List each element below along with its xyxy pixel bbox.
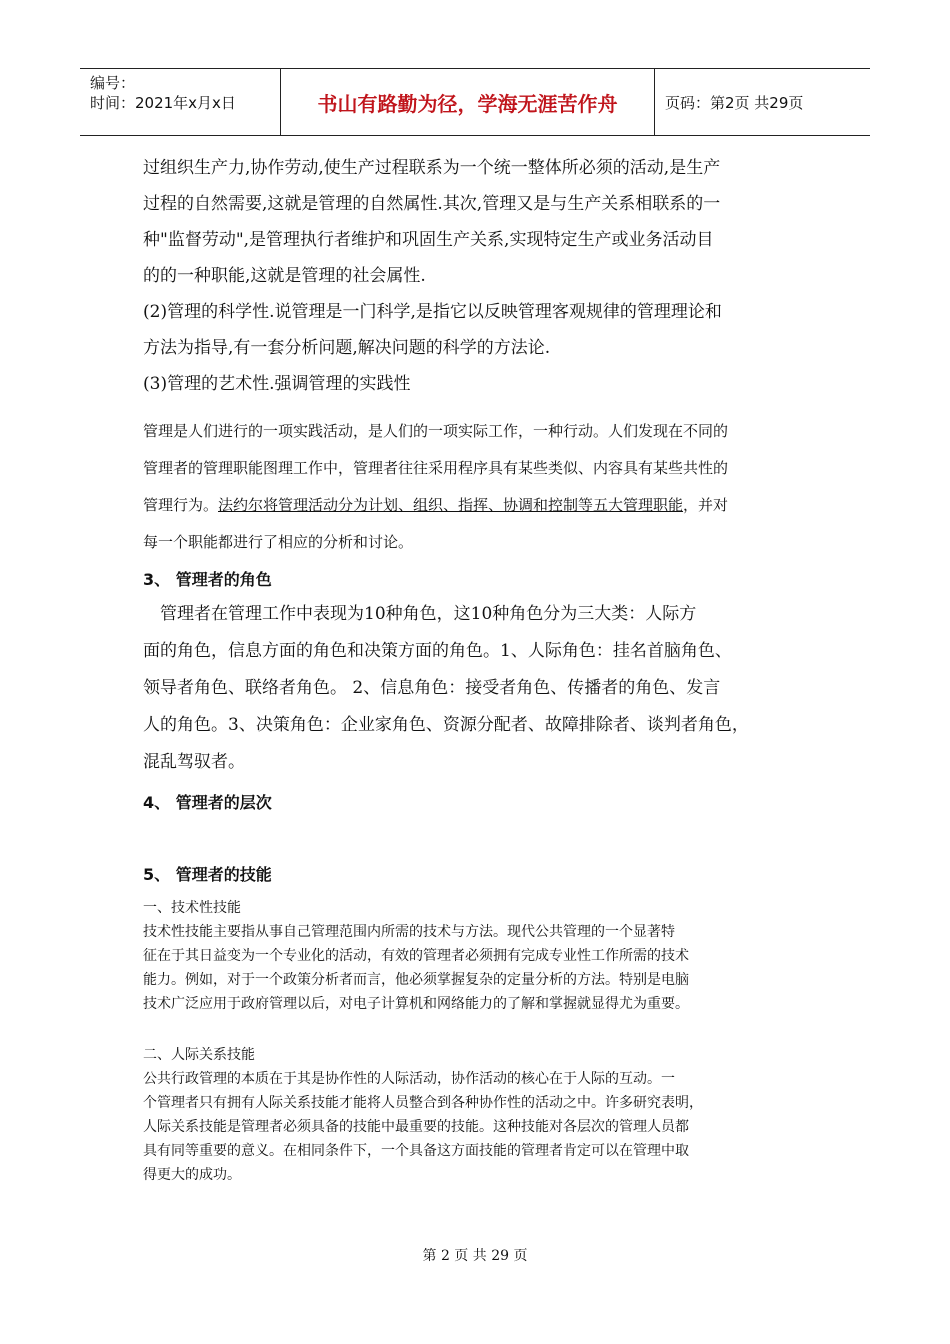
paragraph-line: 管理者的管理职能图理工作中，管理者往往采用程序具有某些类似、内容具有某些共性的: [143, 459, 729, 477]
header-page-info: 页码：第2页 共29页: [665, 93, 804, 112]
paragraph-line: 技术性技能主要指从事自己管理范围内所需的技术与方法。现代公共管理的一个显著特: [143, 924, 675, 940]
underlined-text: 法约尔将管理活动分为计划、组织、指挥、协调和控制等五大管理职能: [218, 496, 684, 514]
paragraph-line: 人的角色。3、决策角色：企业家角色、资源分配者、故障排除者、谈判者角色，: [143, 715, 749, 735]
paragraph-line: 技术广泛应用于政府管理以后，对电子计算机和网络能力的了解和掌握就显得尤为重要。: [143, 996, 689, 1012]
section-4-heading: 4、 管理者的层次: [143, 793, 272, 812]
document-number-label: 编号：: [90, 74, 136, 92]
text-span: ，并对: [683, 496, 729, 514]
paragraph-line: 领导者角色、联络者角色。 2、信息角色：接受者角色、传播者的角色、发言: [143, 678, 721, 698]
paragraph-line: 管理者在管理工作中表现为10种角色，这10种角色分为三大类：人际方: [143, 604, 697, 624]
document-date: 时间：2021年x月x日: [90, 94, 236, 112]
page-header: [80, 68, 870, 136]
paragraph-line: [143, 487, 833, 524]
block-1: [143, 150, 833, 402]
section-5-sub1: [143, 896, 833, 1016]
section-5-heading: 5、 管理者的技能: [143, 865, 272, 884]
paragraph-line: 公共行政管理的本质在于其是协作性的人际活动，协作活动的核心在于人际的互动。一: [143, 1071, 675, 1087]
paragraph-line: (3)管理的艺术性.强调管理的实践性: [143, 374, 411, 394]
paragraph-line: 管理是人们进行的一项实践活动，是人们的一项实际工作，一种行动。人们发现在不同的: [143, 422, 729, 440]
paragraph-line: 能力。例如，对于一个政策分析者而言，他必须掌握复杂的定量分析的方法。特别是电脑: [143, 972, 689, 988]
paragraph-line: 种"监督劳动",是管理执行者维护和巩固生产关系,实现特定生产或业务活动目: [143, 230, 714, 250]
paragraph-line: 的的一种职能,这就是管理的社会属性.: [143, 266, 426, 286]
paragraph-line: 得更大的成功。: [143, 1167, 241, 1183]
header-motto: 书山有路勤为径，学海无涯苦作舟: [281, 69, 655, 135]
paragraph-line: 征在于其日益变为一个专业化的活动，有效的管理者必须拥有完成专业性工作所需的技术: [143, 948, 689, 964]
header-meta: [80, 69, 281, 135]
subsection-title: 二、人际关系技能: [143, 1047, 255, 1063]
paragraph-line: 个管理者只有拥有人际关系技能才能将人员整合到各种协作性的活动之中。许多研究表明，: [143, 1095, 703, 1111]
section-3-heading: 3、 管理者的角色: [143, 570, 272, 589]
paragraph-line: 过程的自然需要,这就是管理的自然属性.其次,管理又是与生产关系相联系的一: [143, 194, 721, 214]
paragraph-line: 混乱驾驭者。: [143, 752, 245, 772]
paragraph-line: 每一个职能都进行了相应的分析和讨论。: [143, 533, 414, 551]
paragraph-line: 人际关系技能是管理者必须具备的技能中最重要的技能。这种技能对各层次的管理人员都: [143, 1119, 689, 1135]
subsection-title: 一、技术性技能: [143, 900, 241, 916]
paragraph-line: (2)管理的科学性.说管理是一门科学,是指它以反映管理客观规律的管理理论和: [143, 302, 722, 322]
paragraph-line: 方法为指导,有一套分析问题,解决问题的科学的方法论.: [143, 338, 551, 358]
paragraph-line: 面的角色，信息方面的角色和决策方面的角色。1、人际角色：挂名首脑角色、: [143, 641, 732, 661]
section-5-sub2: [143, 1043, 833, 1187]
page-footer: 第 2 页 共 29 页: [422, 1248, 528, 1264]
section-3-body: [143, 596, 833, 781]
paragraph-line: 具有同等重要的意义。在相同条件下，一个具备这方面技能的管理者肯定可以在管理中取: [143, 1143, 689, 1159]
block-2: [143, 413, 833, 561]
text-span: 管理行为。: [143, 496, 219, 514]
paragraph-line: 过组织生产力,协作劳动,使生产过程联系为一个统一整体所必须的活动,是生产: [143, 158, 721, 178]
